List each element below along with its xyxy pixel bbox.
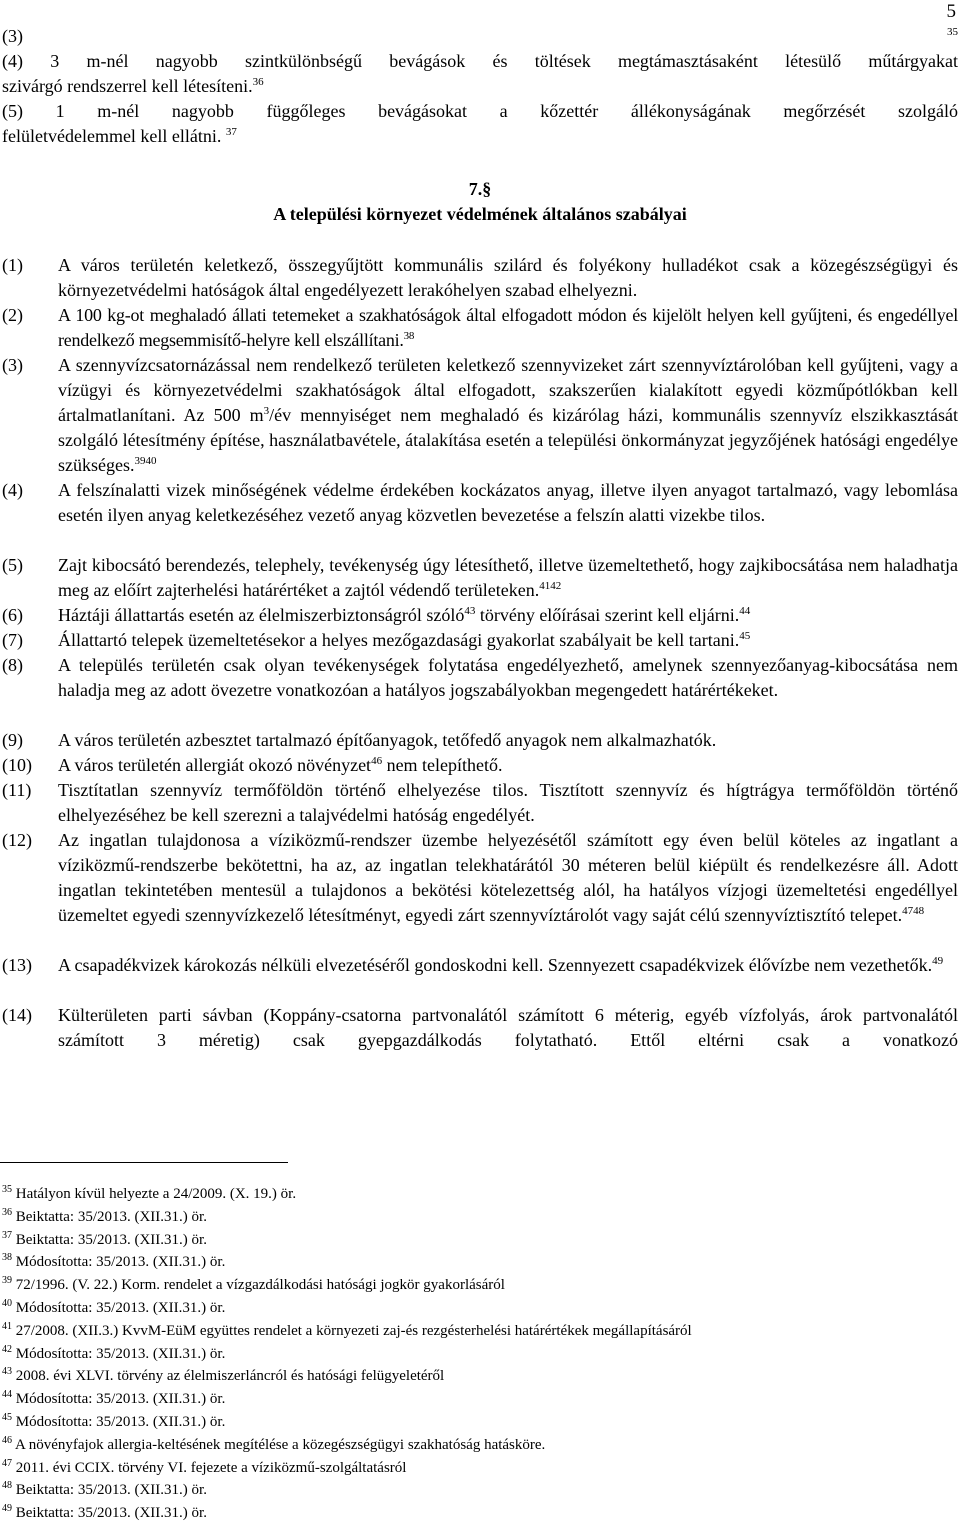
footnote: $^{36}$ Beiktatta: 35/2013. (XII.31.) ör.: [2, 1206, 207, 1225]
paragraph-13: (13) A csapadékvizek károkozás nélküli elvezetéséről gondoskodni kell. Szennyezett csapadékvizek élővízbe nem vezethetők.$^{49}$: [2, 955, 944, 975]
paragraph-11: (11) Tisztítatlan szennyvíz termőföldön történő elhelyezése tilos. Tisztított szennyvíz és hígtrágya termőföldön történő elhelyezéséhez be kell szerezni a talajvédelmi hatóság engedélyét.: [2, 780, 958, 825]
footnote: $^{46}$ A növényfajok allergia-keltésének megítélése a közegészségügyi szakhatóság hatásköre.: [2, 1434, 546, 1453]
paragraph-3: (3) A szennyvízcsatornázással nem rendelkező területen keletkező szennyvizeket zárt szennyvíztárolóban kell gyűjteni, vagy a vízügyi és környezetvédelmi szakhatóságok által elfogadott, szakszerűen kialakított egyedi közműpótlókban kell ártalmatlanítani. Az 500 $m^3/év$ mennyiséget nem meghaladó és kizárólag házi, kommunális szennyvíz elszikkasztását szolgáló létesítmény építése, használatbavétele, átalakítása esetén a települési önkormányzat jegyzőjének hatósági engedélye szükséges.$^{3940}$: [2, 355, 958, 475]
paragraph-1: (1) A város területén keletkező, összegyűjtött kommunális szilárd és folyékony hulladékot csak a közegészségügyi és környezetvédelmi hatóságok által engedélyezett lerakóhelyen szabad elhelyezni.: [2, 255, 958, 300]
footnote: $^{40}$ Módosította: 35/2013. (XII.31.) ör.: [2, 1297, 226, 1316]
footnote: $^{43}$ 2008. évi XLVI. törvény az élelmiszerláncról és hatósági felügyeletéről: [2, 1366, 445, 1385]
paragraph-10: (10) A város területén allergiát okozó növényzet$^{46}$ nem telepíthető.: [2, 755, 503, 775]
paragraph-2: (2) A 100 kg-ot meghaladó állati tetemeket a szakhatóságok által elfogadott módon és kijelölt helyen kell gyűjteni, és engedéllyel rendelkező megsemmisítő-helyre kell elszállítani.$^{38}$: [2, 305, 958, 350]
footnote-separator: [0, 1162, 288, 1163]
footnote: $^{45}$ Módosította: 35/2013. (XII.31.) ör.: [2, 1411, 226, 1430]
intro-line: felületvédelemmel kell ellátni. $^{37}$: [2, 126, 237, 146]
footnote: $^{38}$ Módosította: 35/2013. (XII.31.) ör.: [2, 1252, 226, 1271]
footnote: $^{42}$ Módosította: 35/2013. (XII.31.) ör.: [2, 1343, 226, 1362]
footnote: $^{41}$ 27/2008. (XII.3.) KvvM-EüM együttes rendelet a környezeti zaj-és rezgésterhelési határértékek megállapításáról: [2, 1320, 692, 1339]
paragraph-14: (14) Külterületen parti sávban (Koppány-csatorna partvonalától számított 6 méterig, egyéb vízfolyás, árok partvonalától számított 3 méretig) csak gyepgazdálkodás folytatható. Ettől eltérni csak a vonatkozó: [2, 1005, 958, 1050]
paragraph-7: (7) Állattartó telepek üzemeltetésekor a helyes mezőgazdasági gyakorlat szabályait be kell tartani.$^{45}$: [2, 630, 751, 650]
paragraph-8: (8) A település területén csak olyan tevékenységek folytatása engedélyezhető, amelynek szennyezőanyag-kibocsátása nem haladja meg az adott övezetre vonatkozóan a hatályos jogszabályokban megengedett határértékeket.: [2, 655, 958, 700]
footnote: $^{44}$ Módosította: 35/2013. (XII.31.) ör.: [2, 1389, 226, 1408]
paragraph-12: (12) Az ingatlan tulajdonosa a víziközmű-rendszer üzembe helyezésétől számított egy éven belül köteles az ingatlant a víziközmű-rendszerbe bekötettni, ha az, az ingatlan telekhatárától 30 méteren belül kiépült és rendelkezésre áll. Adott ingatlan tekintetében mentesül a tulajdonos a bekötési kötelezettség alól, ha hatályos vízjogi üzemeltetési engedéllyel üzemeltet egyedi szennyvízkezelő létesítményt, egyedi zárt szennyvíztárolót vagy saját célú szennyvíztisztító telepet.$^{4748}$: [2, 830, 958, 925]
paragraph-4: (4) A felszínalatti vizek minőségének védelme érdekében kockázatos anyag, illetve ilyen anyagot tartalmazó, vagy lebomlása esetén ilyen anyag keletkezéséhez vezető anyag közvetlen bevezetése a felszín alatti vizekbe tilos.: [2, 480, 958, 525]
paragraph-9: (9) A város területén azbesztet tartalmazó építőanyagok, tetőfedő anyagok nem alkalmazhatók.: [2, 730, 717, 750]
page-number: 5: [946, 1, 956, 22]
footnote: $^{37}$ Beiktatta: 35/2013. (XII.31.) ör.: [2, 1229, 207, 1248]
footnote: $^{39}$ 72/1996. (V. 22.) Korm. rendelet a vízgazdálkodási hatósági jogkör gyakorlásáról: [2, 1275, 505, 1294]
intro-line: szivárgó rendszerrel kell létesíteni.$^{36}$: [2, 76, 264, 96]
footnote: $^{35}$ Hatályon kívül helyezte a 24/2009. (X. 19.) ör.: [2, 1184, 297, 1202]
footnote: $^{47}$ 2011. évi CCIX. törvény VI. fejezete a víziközmű-szolgáltatásról: [2, 1457, 407, 1476]
section-title: A települési környezet védelmének általános szabályai: [273, 204, 687, 224]
intro-line: (5) 1 m-nél nagyobb függőleges bevágásokat a kőzettér állékonyságának megőrzését szolgáló: [2, 101, 958, 121]
footnote: $^{49}$ Beiktatta: 35/2013. (XII.31.) ör.: [2, 1503, 207, 1522]
paragraph-6: (6) Háztáji állattartás esetén az élelmiszerbiztonságról szóló$^{43}$ törvény előírásai szerint kell eljárni.$^{44}$: [2, 605, 751, 625]
section-number: 7.§: [468, 179, 492, 199]
intro-line: (4) 3 m-nél nagyobb szintkülönbségű bevágások és töltések megtámasztásaként létesülő műtárgyakat: [2, 51, 958, 71]
intro-line: (3) $^{35}$: [2, 26, 958, 46]
footnote: $^{48}$ Beiktatta: 35/2013. (XII.31.) ör.: [2, 1480, 207, 1499]
section-symbol: §: [482, 179, 492, 199]
footnotes: [2, 1183, 952, 1525]
prior-section-end: [2, 24, 958, 149]
paragraph-5: (5) Zajt kibocsátó berendezés, telephely, tevékenység úgy létesíthető, illetve üzemeltethető, hogy zajkibocsátása nem haladhatja meg az előírt zajterhelési határértéket a zajtól védendő területeken.$^{4142}$: [2, 555, 958, 600]
